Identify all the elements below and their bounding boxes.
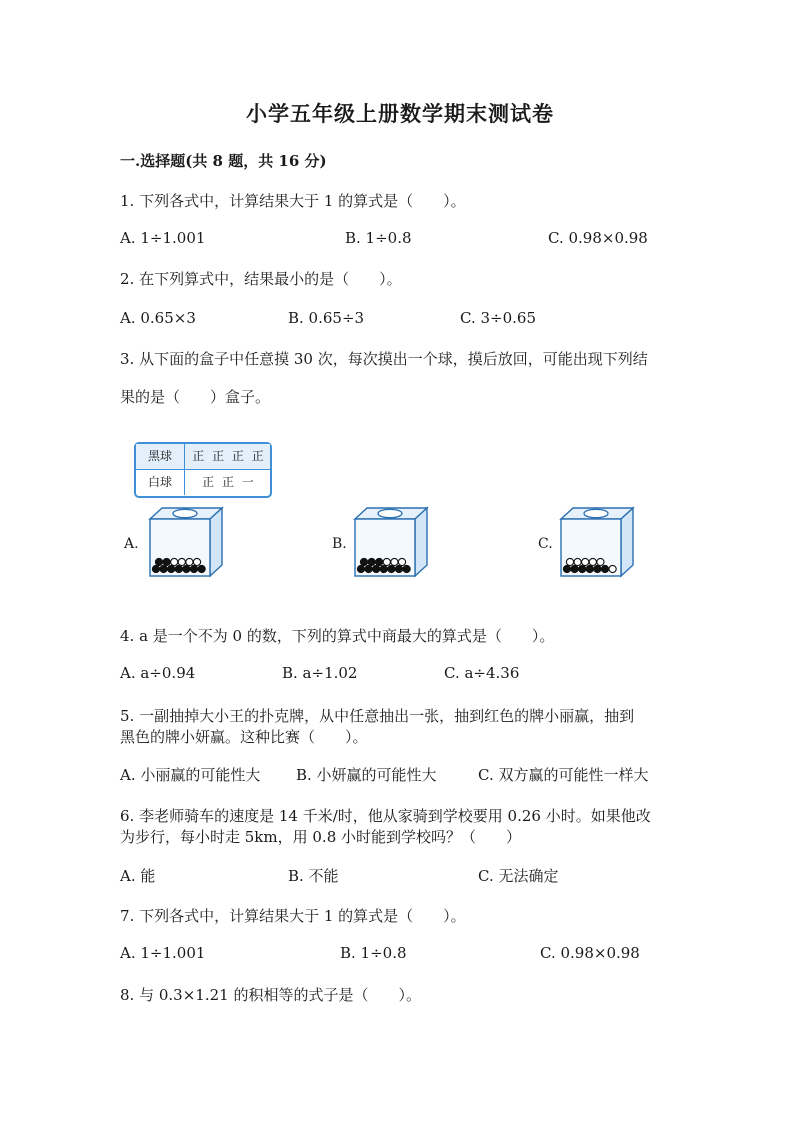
box-option-c-label: C. bbox=[538, 536, 553, 552]
question-5-stem-line-1: 5. 一副抽掉大小王的扑克牌，从中任意抽出一张，抽到红色的牌小丽赢，抽到 bbox=[120, 707, 635, 725]
black-ball bbox=[373, 565, 380, 572]
tally-white-label: 白球 bbox=[136, 470, 185, 495]
ball-box-b bbox=[350, 505, 432, 580]
tally-white-value: 正 正 一 bbox=[202, 475, 256, 489]
box-opening bbox=[173, 509, 197, 517]
white-ball bbox=[398, 558, 405, 565]
question-6-option-b: B. 不能 bbox=[288, 867, 339, 885]
black-ball bbox=[357, 565, 364, 572]
black-ball bbox=[163, 558, 170, 565]
box-side-face bbox=[621, 508, 633, 576]
black-ball bbox=[155, 558, 162, 565]
white-ball bbox=[589, 558, 596, 565]
section-heading: 一.选择题(共 8 题，共 16 分) bbox=[120, 152, 327, 170]
question-3-stem-line-1: 3. 从下面的盒子中任意摸 30 次，每次摸出一个球，摸后放回，可能出现下列结 bbox=[120, 350, 648, 368]
black-ball bbox=[183, 565, 190, 572]
question-6-option-a: A. 能 bbox=[120, 867, 156, 885]
black-ball bbox=[175, 565, 182, 572]
question-2-stem: 2. 在下列算式中，结果最小的是（ ）。 bbox=[120, 270, 402, 288]
black-ball bbox=[579, 565, 586, 572]
question-7-option-a: A. 1÷1.001 bbox=[120, 944, 206, 962]
black-ball bbox=[160, 565, 167, 572]
black-ball bbox=[190, 565, 197, 572]
white-ball bbox=[597, 558, 604, 565]
black-ball bbox=[198, 565, 205, 572]
tally-black-value: 正 正 正 正 bbox=[192, 449, 266, 463]
question-5-option-a: A. 小丽赢的可能性大 bbox=[120, 766, 261, 784]
question-7-stem: 7. 下列各式中，计算结果大于 1 的算式是（ ）。 bbox=[120, 907, 466, 925]
box-opening bbox=[584, 509, 608, 517]
black-ball bbox=[376, 558, 383, 565]
tally-row-white bbox=[136, 470, 270, 495]
black-ball bbox=[601, 565, 608, 572]
white-ball bbox=[574, 558, 581, 565]
ball-box-a bbox=[145, 505, 227, 580]
black-ball bbox=[403, 565, 410, 572]
box-opening bbox=[378, 509, 402, 517]
question-8-stem: 8. 与 0.3×1.21 的积相等的式子是（ ）。 bbox=[120, 986, 421, 1004]
question-6-stem-line-2: 为步行，每小时走 5km，用 0.8 小时能到学校吗？（ ） bbox=[120, 828, 522, 846]
question-6-stem-line-1: 6. 李老师骑车的速度是 14 千米/时，他从家骑到学校要用 0.26 小时。如果他改 bbox=[120, 807, 651, 825]
white-ball bbox=[566, 558, 573, 565]
question-4-option-b: B. a÷1.02 bbox=[282, 664, 358, 682]
tally-row-black bbox=[136, 444, 270, 470]
page-title: 小学五年级上册数学期末测试卷 bbox=[246, 101, 554, 126]
question-2-option-c: C. 3÷0.65 bbox=[460, 309, 536, 327]
white-ball bbox=[186, 558, 193, 565]
question-1-option-c: C. 0.98×0.98 bbox=[548, 229, 648, 247]
question-1-option-b: B. 1÷0.8 bbox=[345, 229, 412, 247]
black-ball bbox=[380, 565, 387, 572]
black-ball bbox=[586, 565, 593, 572]
black-ball bbox=[360, 558, 367, 565]
question-5-option-c: C. 双方赢的可能性一样大 bbox=[478, 766, 649, 784]
black-ball bbox=[571, 565, 578, 572]
question-1-option-a: A. 1÷1.001 bbox=[120, 229, 206, 247]
white-ball bbox=[582, 558, 589, 565]
white-ball bbox=[609, 565, 616, 572]
question-5-stem-line-2: 黑色的牌小妍赢。这种比赛（ ）。 bbox=[120, 728, 368, 746]
tally-black-label: 黑球 bbox=[136, 444, 185, 469]
white-ball bbox=[178, 558, 185, 565]
question-7-option-c: C. 0.98×0.98 bbox=[540, 944, 640, 962]
black-ball bbox=[168, 565, 175, 572]
black-ball bbox=[365, 565, 372, 572]
box-side-face bbox=[415, 508, 427, 576]
box-side-face bbox=[210, 508, 222, 576]
white-ball bbox=[391, 558, 398, 565]
black-ball bbox=[563, 565, 570, 572]
question-1-stem: 1. 下列各式中，计算结果大于 1 的算式是（ ）。 bbox=[120, 192, 466, 210]
question-2-option-a: A. 0.65×3 bbox=[120, 309, 196, 327]
white-ball bbox=[171, 558, 178, 565]
black-ball bbox=[368, 558, 375, 565]
question-4-option-a: A. a÷0.94 bbox=[120, 664, 196, 682]
black-ball bbox=[395, 565, 402, 572]
question-4-option-c: C. a÷4.36 bbox=[444, 664, 520, 682]
white-ball bbox=[193, 558, 200, 565]
tally-table bbox=[134, 442, 272, 498]
box-option-a-label: A. bbox=[124, 536, 139, 552]
question-7-option-b: B. 1÷0.8 bbox=[340, 944, 407, 962]
white-ball bbox=[383, 558, 390, 565]
question-6-option-c: C. 无法确定 bbox=[478, 867, 559, 885]
ball-box-c bbox=[556, 505, 638, 580]
black-ball bbox=[594, 565, 601, 572]
black-ball bbox=[388, 565, 395, 572]
question-2-option-b: B. 0.65÷3 bbox=[288, 309, 365, 327]
question-5-option-b: B. 小妍赢的可能性大 bbox=[296, 766, 437, 784]
box-option-b-label: B. bbox=[332, 536, 347, 552]
question-3-stem-line-2: 果的是（ ）盒子。 bbox=[120, 388, 271, 406]
question-4-stem: 4. a 是一个不为 0 的数，下列的算式中商最大的算式是（ ）。 bbox=[120, 627, 555, 645]
black-ball bbox=[152, 565, 159, 572]
